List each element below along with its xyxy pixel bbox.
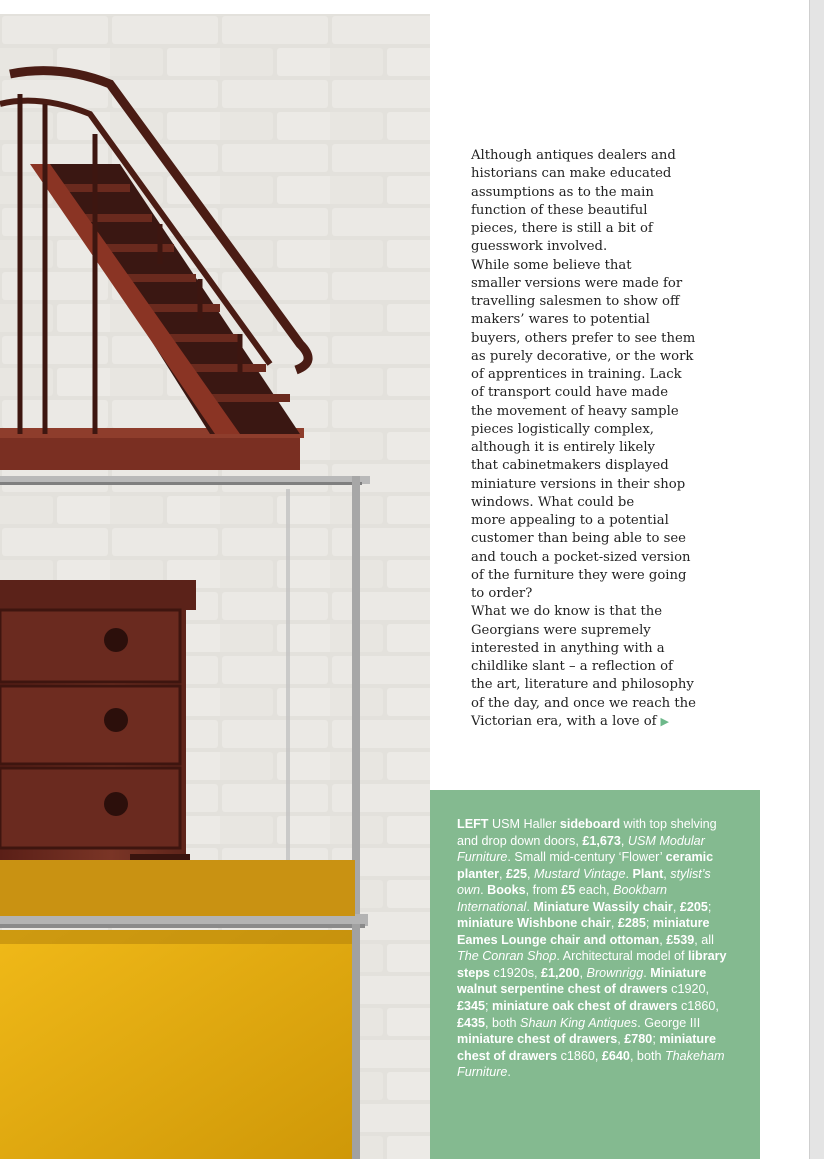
article-paragraph-1: Although antiques dealers and historians can make educated assumptions as to the main function of these beautiful pieces, there is still a bit of guesswork involved. [471, 148, 676, 255]
caption-segment: with top shelving and drop down doors, [457, 817, 717, 848]
caption-segment: , both [629, 1048, 665, 1063]
caption-segment: . [625, 866, 633, 881]
caption-segment: £5 [561, 883, 576, 898]
caption-segment: £780 [624, 1032, 653, 1047]
caption-segment: library steps [457, 949, 727, 980]
caption-segment: £345 [457, 999, 486, 1014]
caption-segment: , [672, 899, 680, 914]
furniture-photo [0, 14, 430, 1159]
caption-segment: ; [652, 1032, 660, 1047]
caption-segment: , [499, 866, 506, 881]
caption-segment: £1,200 [541, 965, 580, 980]
caption-segment: £640 [601, 1048, 630, 1063]
caption-segment: ; [707, 899, 712, 914]
caption-segment: , [527, 866, 535, 881]
caption-segment: miniature Wishbone chair [457, 916, 611, 931]
caption-segment: , from [525, 883, 562, 898]
caption-segment: Thakeham Furniture [457, 1048, 725, 1080]
yellow-sideboard [0, 860, 355, 1159]
caption-segment: £285 [617, 916, 646, 931]
article-paragraph-3-text: What we do know is that the Georgians were supremely interested in anything with a childlike slant – a reflection of the art, literature and philosophy of the day, and once we reach the Victorian era, with a love of [471, 604, 696, 729]
caption-segment: c1920, [667, 982, 709, 997]
caption-segment: ceramic planter [457, 850, 714, 881]
article-body [471, 147, 711, 731]
caption-segment: £435 [457, 1015, 486, 1030]
caption-segment: . Architectural model of [556, 949, 689, 964]
caption-segment: , [663, 866, 671, 881]
caption-segment: , [617, 1032, 625, 1047]
caption-segment: miniature Eames Lounge chair and ottoman [457, 916, 710, 947]
caption-segment: Plant [632, 866, 664, 881]
caption-segment: Miniature Wassily chair [533, 899, 673, 914]
caption-segment: Bookbarn International [457, 883, 668, 914]
caption-segment: Books [487, 883, 526, 898]
caption-segment: c1860, [557, 1048, 602, 1063]
caption-segment: miniature oak chest of drawers [492, 999, 678, 1014]
caption-segment: Shaun King Antiques [520, 1015, 638, 1030]
caption-segment: miniature chest of drawers [457, 1032, 618, 1047]
caption-segment: each, [575, 883, 614, 898]
article-paragraph-3 [471, 603, 711, 731]
caption-segment: LEFT [457, 817, 489, 831]
caption-segment: £25 [506, 866, 528, 881]
miniature-chest-of-drawers [0, 580, 196, 884]
caption-segment: c1920s, [489, 965, 542, 980]
caption-segment: ; [645, 916, 653, 931]
caption-segment: USM Haller [488, 817, 560, 831]
caption-segment: . Small mid-century ‘Flower’ [507, 850, 666, 865]
caption-segment: . [643, 965, 651, 980]
caption-segment: Brownrigg [586, 965, 644, 980]
caption-segment: £1,673 [582, 833, 621, 848]
caption-segment: , [579, 965, 587, 980]
caption-segment: , [659, 932, 667, 947]
caption-segment: £539 [666, 932, 695, 947]
caption-segment: , all [694, 932, 714, 947]
caption-segment: , [620, 833, 628, 848]
caption-segment: £205 [679, 899, 708, 914]
caption-segment: sideboard [559, 817, 621, 831]
caption-segment: Mustard Vintage [534, 866, 626, 881]
caption-segment: . George III [637, 1015, 701, 1030]
caption-segment: miniature chest of drawers [457, 1032, 716, 1063]
caption-segment: . [526, 899, 534, 914]
article-paragraph-2: While some believe that smaller versions were made for travelling salesmen to show off makers’ wares to potential buyers, others prefer to see them as purely decorative, or the work of apprentices in training. Lack of transport could have made the movement of heavy sample pieces logistically complex, although it is entirely likely that cabinetmakers displayed miniature versions in their shop windows. What could be more appealing to a potential customer than being able to see and touch a pocket-sized version of the furniture they were going to order? [471, 257, 696, 601]
caption-box [430, 790, 760, 1159]
caption-segment: , [610, 916, 618, 931]
caption-segment: stylist’s own [457, 866, 711, 898]
play-triangle-icon: ▶ [660, 714, 669, 728]
page-edge [810, 0, 824, 1159]
caption-segment: . [480, 883, 488, 898]
caption-segment: The Conran Shop [457, 949, 557, 964]
caption-segment: , both [485, 1015, 521, 1030]
caption-segment: . [507, 1065, 511, 1080]
caption-segment: ; [485, 999, 493, 1014]
caption-segment: Miniature walnut serpentine chest of drawers [457, 965, 707, 997]
caption-segment: c1860, [677, 999, 719, 1014]
caption-segment: USM Modular Furniture [457, 833, 705, 865]
caption-text [457, 816, 737, 1081]
